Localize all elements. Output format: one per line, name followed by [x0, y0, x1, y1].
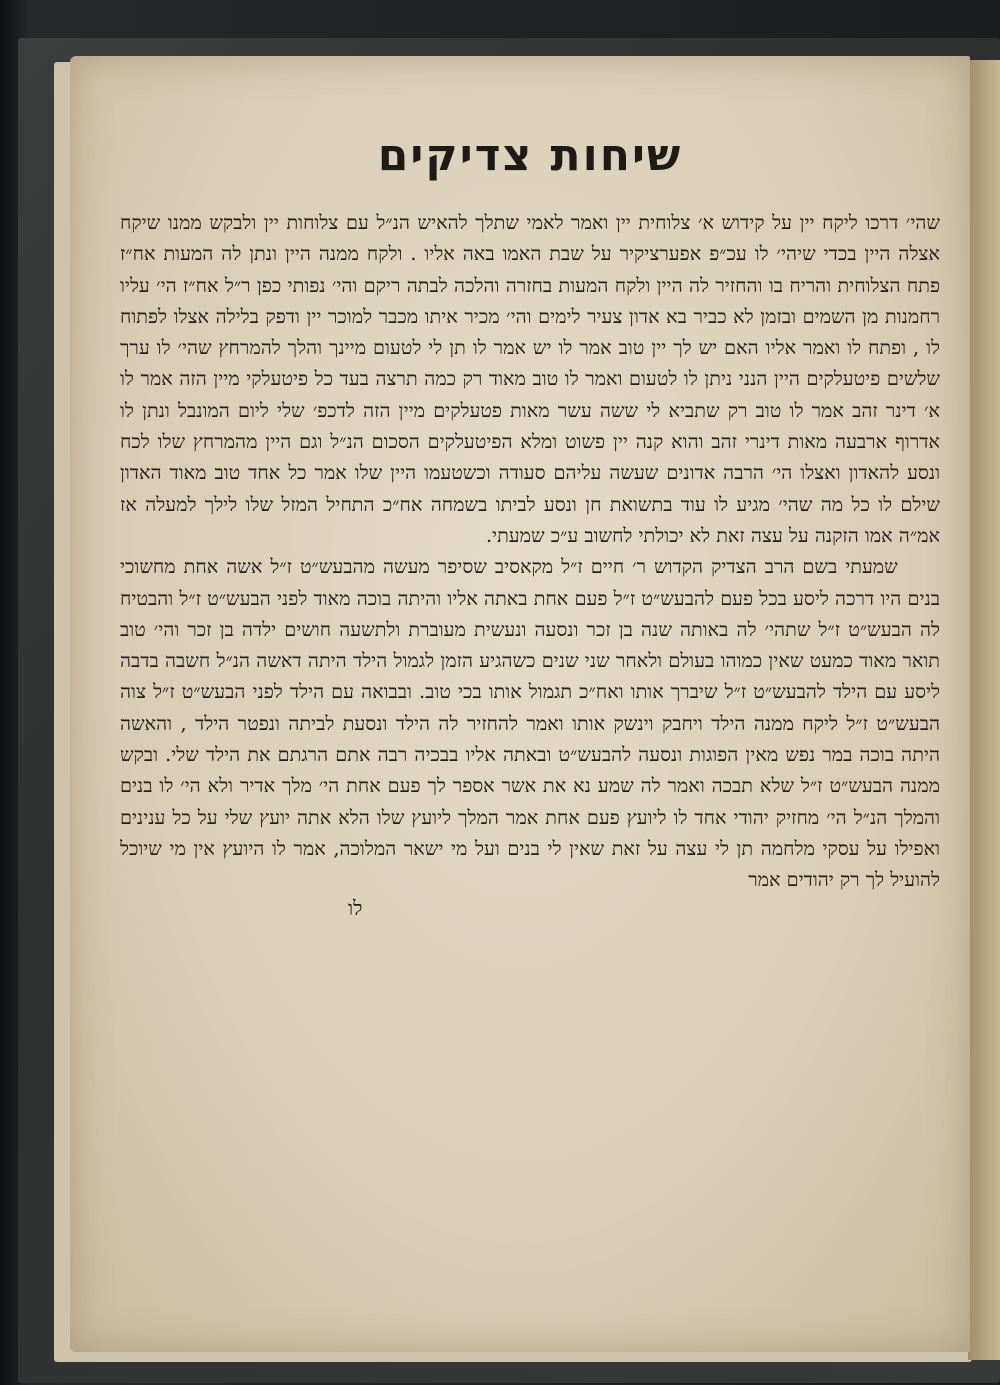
catchword: לו: [348, 895, 363, 920]
paragraph: שמעתי בשם הרב הצדיק הקדוש ר׳ חיים ז״ל מקאסיב שסיפר מעשה מהבעש״ט ז״ל אשה אחת מחשוכי בנים היו דרכה ליסע בכל פעם להבעש״ט ז״ל פעם אחת באתה אליו והיתה בוכה מאוד לפני הבעש״ט ז״ל והבטיח לה הבעש״ט ז״ל שתהי׳ לה באותה שנה בן זכר ונסעה ונעשית מעוברת ולתשעה חושים ילדה בן זכר והי׳ טוב תואר מאוד כמעט שאין כמוהו בעולם ולאחר שני שנים כשהגיע הזמן לגמול הילד היתה דאשה הנ״ל חשבה בדבה ליסע עם הילד להבעש״ט ז״ל שיברך אותו ואח״כ תגמול אותו בכי טוב. ובבואה עם הילד לפני הבעש״ט ז״ל צוה הבעש״ט ז״ל ליקח ממנה הילד ויחבק וינשק אותו ואמר להחזיר לה הילד ונסעת לביתה ונפטר הילד , והאשה היתה בוכה במר נפש מאין הפוגות ונסעה להבעש״ט ובאתה אליו בבכיה רבה אתם הרגתם את הילד שלי. ובקש ממנה הבעש״ט ז״ל שלא תבכה ואמר לה שמע נא את אשר אספר לך פעם אחת הי׳ מלך אדיר ולא הי׳ לו בנים והמלך הנ״ל הי׳ מחזיק יהודי אחד לו ליועץ פעם אחת אמר המלך ליועץ שלו הלא אתה יועץ שלי על כל ענינים ואפילו על עסקי מלחמה תן לי עצה על זאת שאין לי בנים ועל מי ישאר המלוכה, אמר לו היועץ אין מי שיוכל להועיל לך רק יהודים אמר: [120, 555, 940, 892]
paragraph: שהי׳ דרכו ליקח יין על קידוש א׳ צלוחית יין ואמר לאמי שתלך להאיש הנ״ל עם צלוחות יין ולבקש ממנו שיקח אצלה היין בכדי שיהי׳ לו עכ״פ אפערציקיר על שבת האמו באה אליו . ולקח ממנה היין ונתן לה המעות אח״ז פתח הצלוחית והריח בו והחזיר לה היין ולקח המעות בחזרה והלכה לבתה ריקם והי׳ נפותי כפן ר״ל אח״ז הי׳ עליו רחמנות מן השמים ובזמן לא כביר בא אדון צעיר לימים והי׳ מכיר איתו מכבר למוכר יין ודפק בלילה אצלו לפתוח לו , ופתח לו ואמר אליו האם יש לך יין טוב אמר לו יש אמר לו תן לי לטעום מיינך והלך להמרחץ שהי׳ לו ערך שלשים פיטעלקים היין הנני ניתן לו לטעום ואמר לו טוב מאוד רק כמה תרצה בעד כל פיטעלקי מיין הזה אמר לו א׳ דינר זהב אמר לו טוב רק שתביא לי ששה עשר מאות פטעלקים מיין הזה לדכפ׳ שלי ליום המונבל ונתן לו אדרוף ארבעה מאות דינרי זהב והוא קנה יין פשוט ומלא הפיטעלקים הסכום הנ״ל וגם היין מהמרחץ שלו לכח ונסע להאדון ואצלו הי׳ הרבה אדונים שעשה עליהם סעודה וכשטעמו היין שלו אמר כל אחד טוב מאוד האדון שילם לו כל מה שהי׳ מגיע לו עוד בתשואת חן ונסע לביתו בשמחה אח״כ התחיל המזל שלו לילך למעלה אז אמ״ה אמו הזקנה על עצה זאת לא יכולתי לחשוב ע״כ שמעתי.: [120, 211, 940, 547]
page-content: [120, 130, 940, 1310]
facing-page-edge: [968, 60, 1000, 1360]
page-title: שיחות צדיקים: [377, 130, 683, 181]
page-body: [120, 207, 940, 896]
